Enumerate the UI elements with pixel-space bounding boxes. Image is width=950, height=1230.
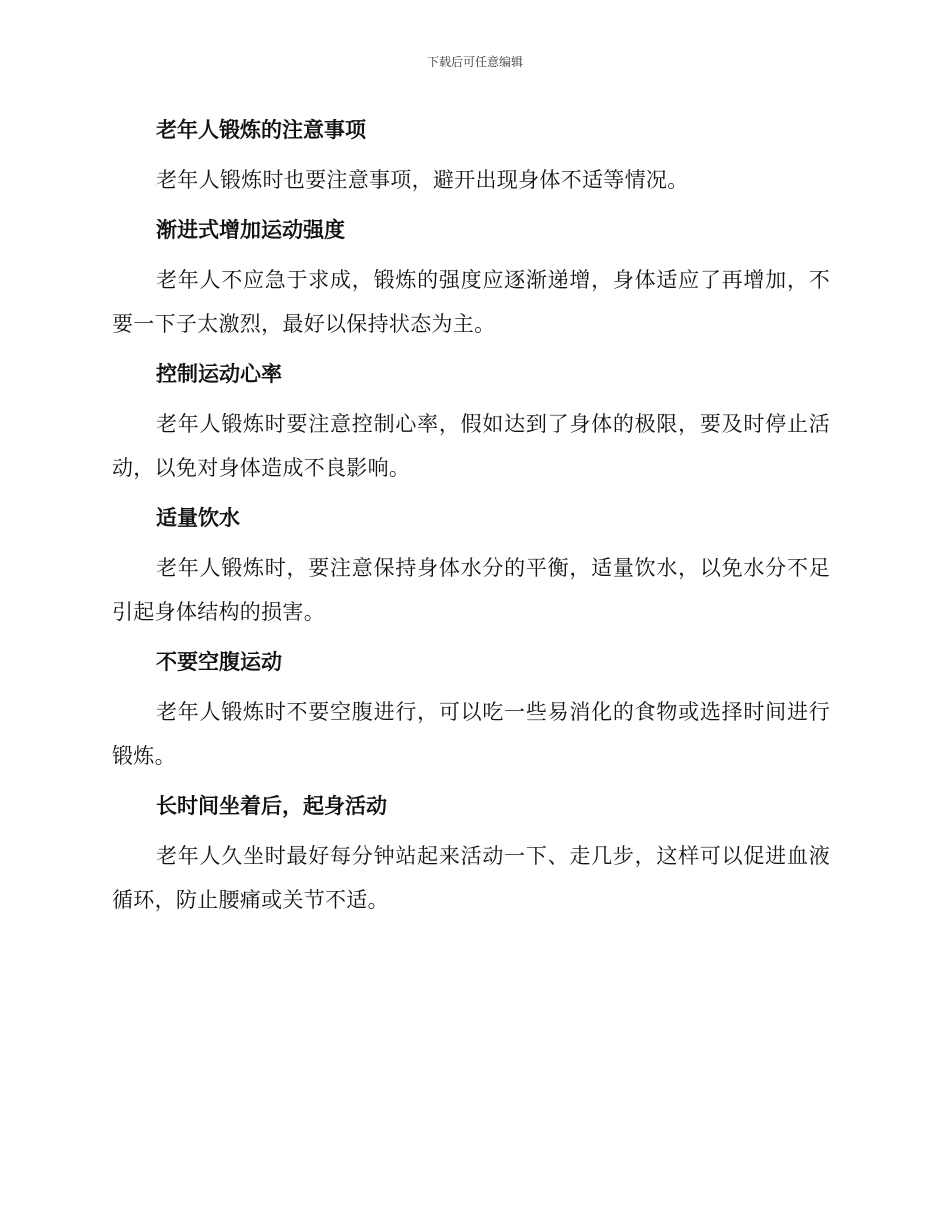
section-heading-hydration: 适量饮水 bbox=[156, 506, 240, 530]
section-heading-get-up: 长时间坐着后，起身活动 bbox=[156, 794, 387, 818]
section-heading-heart-rate: 控制运动心率 bbox=[156, 362, 282, 386]
document-body bbox=[112, 110, 830, 922]
section-body-intro: 老年人锻炼时也要注意事项，避开出现身体不适等情况。 bbox=[156, 168, 689, 192]
section-body-heart-rate: 老年人锻炼时要注意控制心率，假如达到了身体的极限，要及时停止活动，以免对身体造成不良影响。 bbox=[112, 412, 830, 480]
section-body-no-empty-stomach: 老年人锻炼时不要空腹进行，可以吃一些易消化的食物或选择时间进行锻炼。 bbox=[112, 700, 830, 768]
page-header-note: 下载后可任意编辑 bbox=[426, 55, 523, 69]
section-body-get-up: 老年人久坐时最好每分钟站起来活动一下、走几步，这样可以促进血液循环，防止腰痛或关节不适。 bbox=[112, 844, 830, 912]
section-heading-no-empty-stomach: 不要空腹运动 bbox=[156, 650, 282, 674]
section-heading-intensity: 渐进式增加运动强度 bbox=[156, 218, 345, 242]
section-body-hydration: 老年人锻炼时，要注意保持身体水分的平衡，适量饮水，以免水分不足引起身体结构的损害。 bbox=[112, 556, 830, 624]
section-body-intensity: 老年人不应急于求成，锻炼的强度应逐渐递增，身体适应了再增加，不要一下子太激烈，最好以保持状态为主。 bbox=[112, 268, 830, 336]
section-heading-intro: 老年人锻炼的注意事项 bbox=[156, 118, 366, 142]
